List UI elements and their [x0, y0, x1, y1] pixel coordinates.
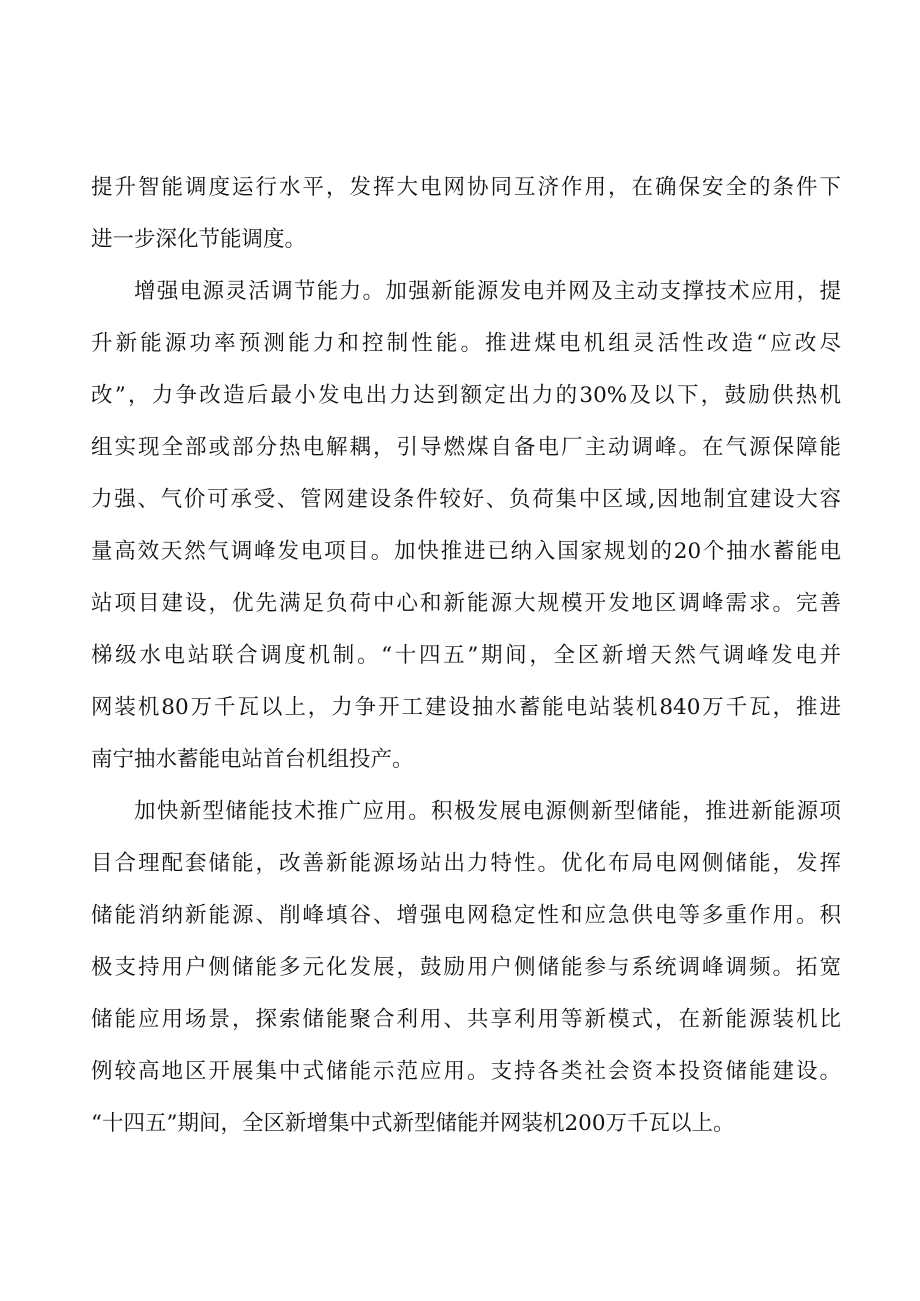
paragraph-3-line-3: 储能消纳新能源、削峰填谷、增强电网稳定性和应急供电等多重作用。积 [91, 903, 841, 928]
paragraph-2-line-1: 增强电源灵活调节能力。加强新能源发电并网及主动支撑技术应用，提 [134, 279, 841, 304]
paragraph-2-line-7: 站项目建设，优先满足负荷中心和新能源大规模开发地区调峰需求。完善 [91, 591, 841, 616]
paragraph-2-line-8: 梯级水电站联合调度机制。“十四五”期间，全区新增天然气调峰发电并 [91, 643, 841, 668]
paragraph-2-line-3: 改”，力争改造后最小发电出力达到额定出力的30%及以下，鼓励供热机 [91, 383, 841, 408]
paragraph-3-line-4: 极支持用户侧储能多元化发展，鼓励用户侧储能参与系统调峰调频。拓宽 [91, 955, 841, 980]
paragraph-1-line-1: 提升智能调度运行水平，发挥大电网协同互济作用，在确保安全的条件下 [91, 175, 841, 200]
paragraph-3-line-2: 目合理配套储能，改善新能源场站出力特性。优化布局电网侧储能，发挥 [91, 851, 841, 876]
paragraph-3-line-1: 加快新型储能技术推广应用。积极发展电源侧新型储能，推进新能源项 [134, 799, 841, 824]
paragraph-2-line-2: 升新能源功率预测能力和控制性能。推进煤电机组灵活性改造“应改尽 [91, 331, 841, 356]
paragraph-3-line-7: “十四五”期间，全区新增集中式新型储能并网装机200万千瓦以上。 [91, 1111, 735, 1136]
paragraph-2-line-9: 网装机80万千瓦以上，力争开工建设抽水蓄能电站装机840万千瓦，推进 [91, 695, 841, 720]
paragraph-2-line-4: 组实现全部或部分热电解耦，引导燃煤自备电厂主动调峰。在气源保障能 [91, 435, 841, 460]
paragraph-3-line-6: 例较高地区开展集中式储能示范应用。支持各类社会资本投资储能建设。 [91, 1059, 841, 1084]
paragraph-1-line-2: 进一步深化节能调度。 [91, 227, 307, 252]
paragraph-2-line-6: 量高效天然气调峰发电项目。加快推进已纳入国家规划的20个抽水蓄能电 [91, 539, 841, 564]
paragraph-3-line-5: 储能应用场景，探索储能聚合利用、共享利用等新模式，在新能源装机比 [91, 1007, 841, 1032]
paragraph-2-line-10: 南宁抽水蓄能电站首台机组投产。 [91, 747, 414, 772]
paragraph-2-line-5: 力强、气价可承受、管网建设条件较好、负荷集中区域,因地制宜建设大容 [91, 487, 841, 512]
